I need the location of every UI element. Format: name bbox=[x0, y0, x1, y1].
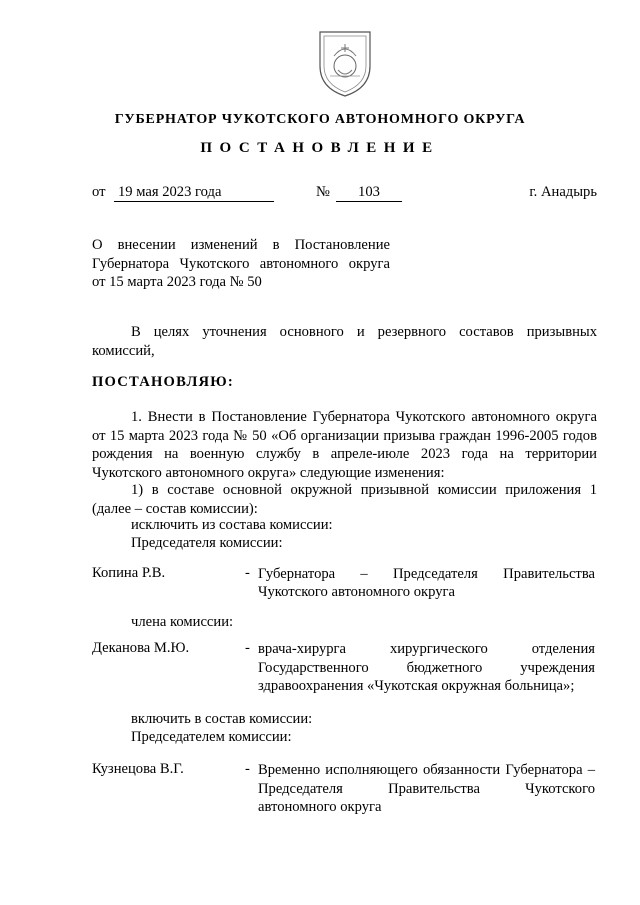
date-field bbox=[114, 184, 274, 202]
document-type-title: ПОСТАНОВЛЕНИЕ bbox=[200, 140, 440, 156]
organization-title: ГУБЕРНАТОР ЧУКОТСКОГО АВТОНОМНОГО ОКРУГА bbox=[114, 112, 526, 127]
person-2-role-cont: здравоохранения «Чукотская окружная больница»; bbox=[258, 678, 575, 694]
person-3-name: Кузнецова В.Г. bbox=[92, 761, 184, 777]
member-label: члена комиссии: bbox=[131, 614, 234, 630]
subject-line-1: О внесении изменений в Постановление bbox=[92, 237, 390, 253]
person-1-name: Копина Р.В. bbox=[92, 565, 166, 581]
number-value: 103 bbox=[358, 184, 380, 200]
person-2-name: Деканова М.Ю. bbox=[92, 640, 190, 656]
subject-line-3: от 15 марта 2023 года № 50 bbox=[92, 274, 262, 290]
person-1-role: Губернатора – Председателя Правительства bbox=[258, 566, 595, 582]
exclude-label: исключить из состава комиссии: bbox=[131, 517, 333, 533]
subject-line-2: Губернатора Чукотского автономного округа bbox=[92, 255, 390, 272]
city: г. Анадырь bbox=[529, 184, 597, 200]
person-2-role: врача-хирурга хирургического отделения Государственного бюджетного учреждения bbox=[258, 641, 595, 676]
person-2-dash: - bbox=[245, 640, 250, 656]
chair-label-include: Председателем комиссии: bbox=[131, 729, 292, 745]
clause-1-paragraph: 1. Внести в Постановление Губернатора Чукотского автономного округа от 15 марта 2023 года № 50 «Об организации призыва граждан 1996-2005 годов рождения на военную службу в апреле-июле 2023 года на территории Чукотского автономного округа» следующие изменения: bbox=[92, 409, 597, 481]
subject-block bbox=[92, 236, 390, 292]
resolve-heading: ПОСТАНОВЛЯЮ: bbox=[92, 374, 234, 390]
date-prefix: от bbox=[92, 184, 106, 200]
person-3-role-cont: автономного округа bbox=[258, 799, 382, 815]
include-label: включить в состав комиссии: bbox=[131, 711, 313, 727]
preamble-paragraph: В целях уточнения основного и резервного составов призывных комиссий, bbox=[92, 324, 597, 359]
date-value: 19 мая 2023 года bbox=[118, 184, 222, 200]
number-field bbox=[336, 184, 402, 202]
number-prefix: № bbox=[316, 184, 330, 200]
person-3-role: Временно исполняющего обязанности Губернатора – Председателя Правительства Чукотского bbox=[258, 762, 595, 797]
sub-clause-1-paragraph: 1) в составе основной окружной призывной комиссии приложения 1 (далее – состав комиссии): bbox=[92, 482, 597, 517]
person-1-dash: - bbox=[245, 565, 250, 581]
person-3-dash: - bbox=[245, 761, 250, 777]
person-1-role-cont: Чукотского автономного округа bbox=[258, 584, 455, 600]
coat-of-arms-emblem bbox=[316, 26, 374, 98]
chair-label-exclude: Председателя комиссии: bbox=[131, 535, 283, 551]
